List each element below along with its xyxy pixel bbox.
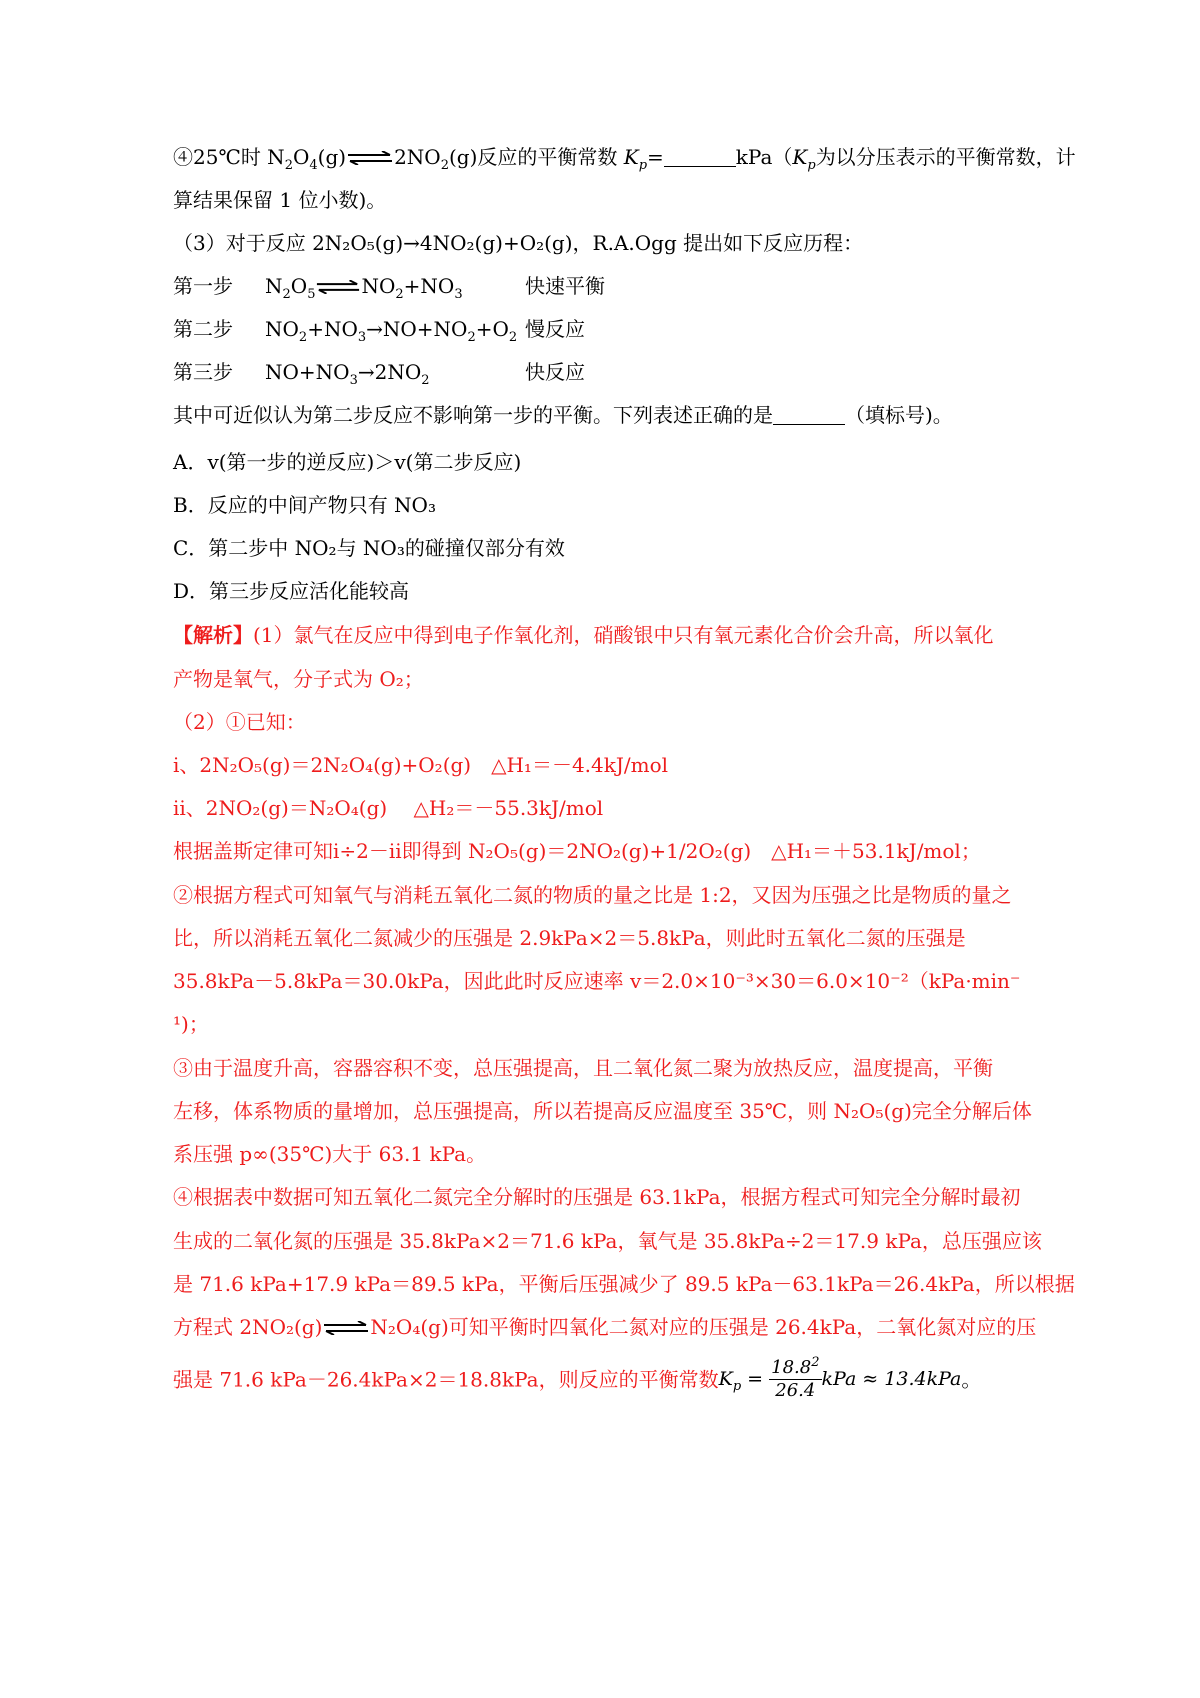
option-c: C．第二步中 NO₂与 NO₃的碰撞仅部分有效 xyxy=(173,536,565,560)
option-b: B．反应的中间产物只有 NO₃ xyxy=(173,493,436,517)
step-1: 第一步 $N_2O_5$ $NO_2+NO_3$ 快速平衡 xyxy=(173,274,605,302)
analysis-line-1: 【解析】(1）氯气在反应中得到电子作氧化剂，硝酸银中只有氧元素化合价会升高，所以氧化 xyxy=(173,623,994,647)
equilibrium-arrow-icon xyxy=(315,280,361,294)
analysis-line-14: ④根据表中数据可知五氧化二氮完全分解时的压强是 63.1kPa，根据方程式可知完全分解时最初 xyxy=(173,1185,1021,1209)
analysis-line-15: 生成的二氧化氮的压强是 35.8kPa×2＝71.6 kPa，氧气是 35.8kPa÷2＝17.9 kPa，总压强应该 xyxy=(173,1229,1042,1253)
analysis-line-16: 是 71.6 kPa+17.9 kPa＝89.5 kPa，平衡后压强减少了 89.5 kPa－63.1kPa＝26.4kPa，所以根据 xyxy=(173,1272,1075,1296)
analysis-line-13: 系压强 p∞(35℃)大于 63.1 kPa。 xyxy=(173,1142,487,1166)
analysis-line-10: ¹)； xyxy=(173,1012,209,1036)
step-2: 第二步 $NO_2+NO_3\to NO+NO_2+O_2$ 慢反应 xyxy=(173,317,585,345)
analysis-line-9: 35.8kPa－5.8kPa＝30.0kPa，因此此时反应速率 v＝2.0×10⁻³×30＝6.0×10⁻²（kPa·min⁻ xyxy=(173,969,1021,993)
answer-blank[interactable] xyxy=(664,146,736,167)
analysis-line-6: 根据盖斯定律可知ⅰ÷2－ⅱ即得到 N₂O₅(g)＝2NO₂(g)+1/2O₂(g) △H₁＝＋53.1kJ/mol； xyxy=(173,839,981,863)
option-a: A．v(第一步的逆反应)＞v(第二步反应) xyxy=(173,450,522,474)
step-3: 第三步 $NO+NO_3\to 2NO_2$ 快反应 xyxy=(173,360,585,388)
kp-formula: $K_p$ = $\frac{18.8^2}{26.4}$ kPa ≈ 13.4kPa xyxy=(718,1355,962,1401)
analysis-line-17: 方程式 2NO₂(g) N₂O₄(g)可知平衡时四氧化二氮对应的压强是 26.4kPa，二氧化氮对应的压 xyxy=(173,1315,1037,1339)
equilibrium-arrow-icon xyxy=(346,151,394,165)
option-d: D．第三步反应活化能较高 xyxy=(173,579,410,603)
answer-blank[interactable] xyxy=(773,404,845,425)
q4-line1: ④25℃时 $N_2O_4(g)$ $2NO_2(g)$反应的平衡常数 $K_p= kPa(K_p$为以分压表示的平衡常数，计 xyxy=(173,145,1076,173)
part3-intro: （3）对于反应 2N₂O₅(g)→4NO₂(g)+O₂(g)，R.A.Ogg 提出如下反应历程： xyxy=(173,231,864,255)
analysis-line-12: 左移，体系物质的量增加，总压强提高，所以若提高反应温度至 35℃，则 N₂O₅(g)完全分解后体 xyxy=(173,1099,1032,1123)
analysis-line-5: ⅱ、2NO₂(g)＝N₂O₄(g) △H₂＝－55.3kJ/mol xyxy=(173,796,604,820)
analysis-line-2: 产物是氧气，分子式为 O₂； xyxy=(173,667,424,691)
q4-line2: 算结果保留 1 位小数)。 xyxy=(173,188,387,212)
analysis-line-11: ③由于温度升高，容器容积不变，总压强提高，且二氧化氮二聚为放热反应，温度提高，平衡 xyxy=(173,1056,993,1080)
analysis-line-7: ②根据方程式可知氧气与消耗五氧化二氮的物质的量之比是 1:2，又因为压强之比是物质的量之 xyxy=(173,883,1012,907)
analysis-line-3: （2）①已知： xyxy=(173,710,306,734)
equilibrium-arrow-icon xyxy=(322,1321,370,1335)
analysis-line-8: 比，所以消耗五氧化二氮减少的压强是 2.9kPa×2＝5.8kPa，则此时五氧化二氮的压强是 xyxy=(173,926,966,950)
kp-fraction: $\frac{18.8^2}{26.4}$ xyxy=(771,1355,820,1401)
analysis-line-18: 强是 71.6 kPa－26.4kPa×2＝18.8kPa，则反应的平衡常数$K_p$ = $\frac{18.8^2}{26.4}$ kPa ≈ 13.4kPa。 xyxy=(173,1355,982,1401)
part3-question: 其中可近似认为第二步反应不影响第一步的平衡。下列表述正确的是 （填标号)。 xyxy=(173,403,953,427)
analysis-tag: 【解析】 xyxy=(173,623,253,647)
analysis-line-4: ⅰ、2N₂O₅(g)＝2N₂O₄(g)+O₂(g) △H₁＝－4.4kJ/mol xyxy=(173,753,669,777)
